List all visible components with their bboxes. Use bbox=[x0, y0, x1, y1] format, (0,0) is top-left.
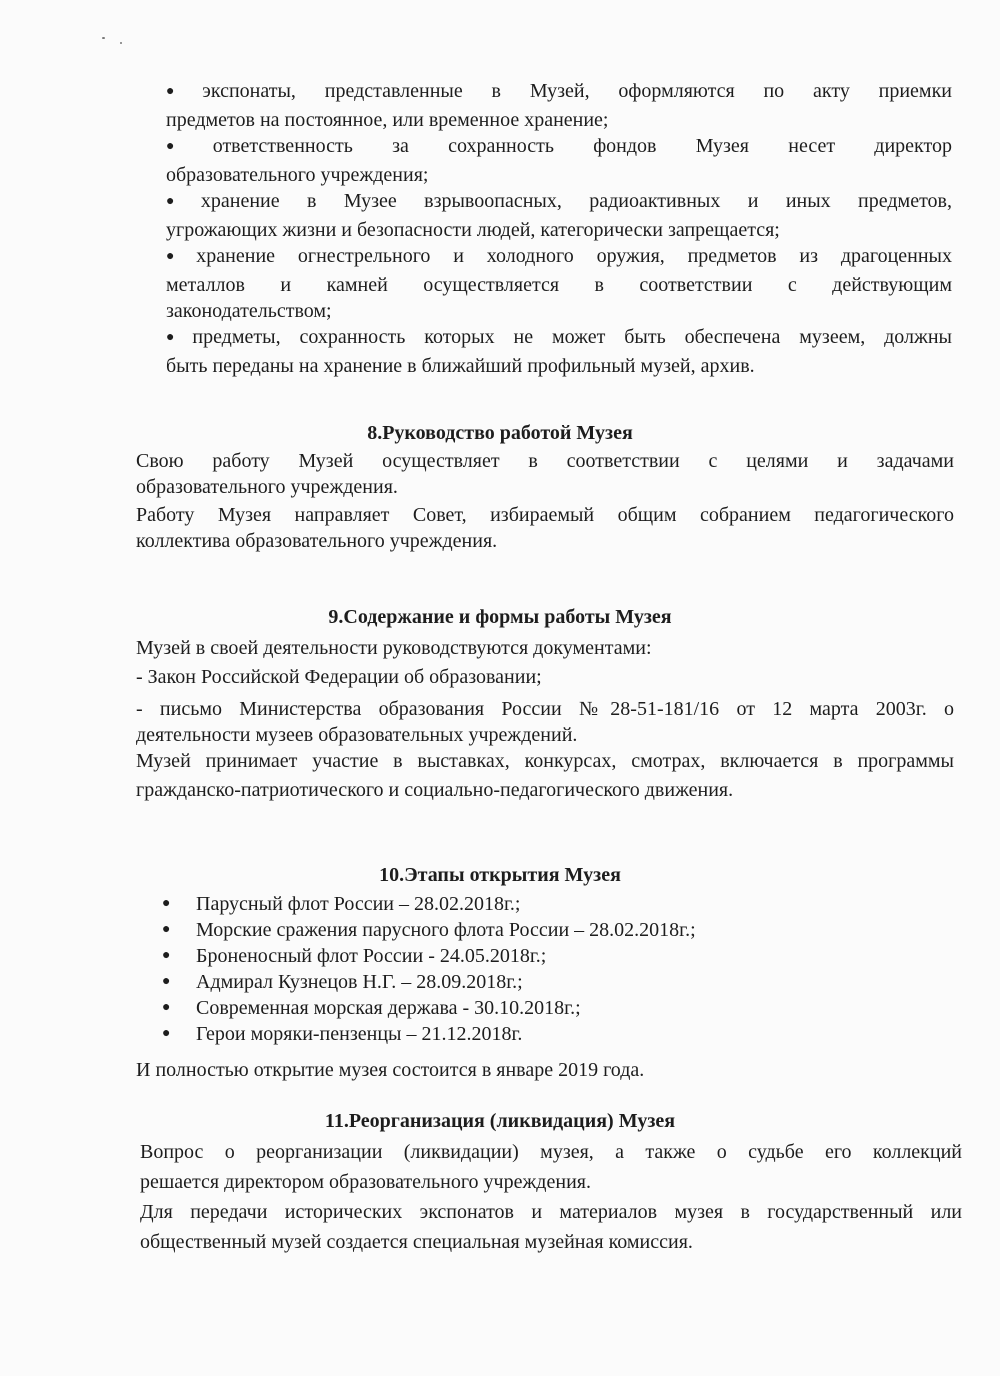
list-item: ● Герои моряки-пензенцы – 21.12.2018г. bbox=[162, 1023, 523, 1045]
bullet-dot-icon: ● bbox=[162, 948, 171, 963]
bullet-item: ● экспонаты, представленные в Музей, оформляются по акту приемки предметов на постоянное, или временное хранение; bbox=[166, 80, 952, 131]
bullet-item: ● ответственность за сохранность фондов Музея несет директор образовательного учреждения; bbox=[166, 135, 952, 186]
list-item: ● Парусный флот России – 28.02.2018г.; bbox=[162, 893, 521, 915]
bullet-dot-icon: ● bbox=[162, 922, 171, 937]
section-9-heading: 9.Содержание и формы работы Музея bbox=[328, 606, 672, 628]
bullet-dot-icon: ● bbox=[166, 84, 199, 99]
section-11-body: Вопрос о реорганизации (ликвидации) музея, а также о судьбе его коллекций решается директором образовательного учреждения. Для передачи исторических экспонатов и материалов музея в государственный или общественный музей создается специальная музейная комиссия. bbox=[140, 1141, 962, 1253]
list-item: ● Современная морская держава - 30.10.2018г.; bbox=[162, 997, 581, 1019]
bullet-dot-icon: ● bbox=[162, 1000, 171, 1015]
bullet-dot-icon: ● bbox=[166, 139, 209, 154]
scan-speck bbox=[102, 37, 105, 39]
section7-bullet-list bbox=[166, 78, 952, 379]
list-item: ● Адмирал Кузнецов Н.Г. – 28.09.2018г.; bbox=[162, 971, 523, 993]
bullet-item: ● хранение в Музее взрывоопасных, радиоактивных и иных предметов, угрожающих жизни и безопасности людей, категорически запрещается; bbox=[166, 190, 952, 241]
section-8-heading: 8.Руководство работой Музея bbox=[367, 422, 633, 444]
section-9-body: Музей в своей деятельности руководствуются документами: - Закон Российской Федерации об образовании; - письмо Министерства образования России №28-51-181/16 от 12 марта 2003г. о деятельности музеев образовательных учреждений. Музей принимает участие в выставках, конкурсах, смотрах, включается в программы гражданско-патриотического и социально-педагогического движения. bbox=[136, 637, 954, 801]
section-10-closing: И полностью открытие музея состоится в январе 2019 года. bbox=[136, 1059, 645, 1081]
bullet-dot-icon: ● bbox=[162, 1026, 171, 1041]
bullet-dot-icon: ● bbox=[162, 896, 171, 911]
section-11-heading: 11.Реорганизация (ликвидация) Музея bbox=[324, 1110, 676, 1132]
bullet-item: ● хранение огнестрельного и холодного оружия, предметов из драгоценных металлов и камней осуществляется в соответствии с действующим законодательством; bbox=[166, 245, 952, 322]
bullet-dot-icon: ● bbox=[166, 249, 193, 264]
bullet-dot-icon: ● bbox=[162, 974, 171, 989]
bullet-dot-icon: ● bbox=[166, 194, 197, 209]
scan-speck bbox=[120, 42, 122, 44]
bullet-dot-icon: ● bbox=[166, 330, 189, 345]
section-10-heading: 10.Этапы открытия Музея bbox=[379, 864, 621, 886]
list-item: ● Морские сражения парусного флота России – 28.02.2018г.; bbox=[162, 919, 696, 941]
opening-stages-list bbox=[160, 891, 860, 1047]
list-item: ● Броненосный флот России - 24.05.2018г.; bbox=[162, 945, 547, 967]
section-8-body: Свою работу Музей осуществляет в соответствии с целями и задачами образовательного учреждения. Работу Музея направляет Совет, избираемый общим собранием педагогического коллектива образовательного учреждения. bbox=[136, 450, 954, 552]
bullet-item: ● предметы, сохранность которых не может быть обеспечена музеем, должны быть переданы на хранение в ближайший профильный музей, архив. bbox=[166, 326, 952, 377]
